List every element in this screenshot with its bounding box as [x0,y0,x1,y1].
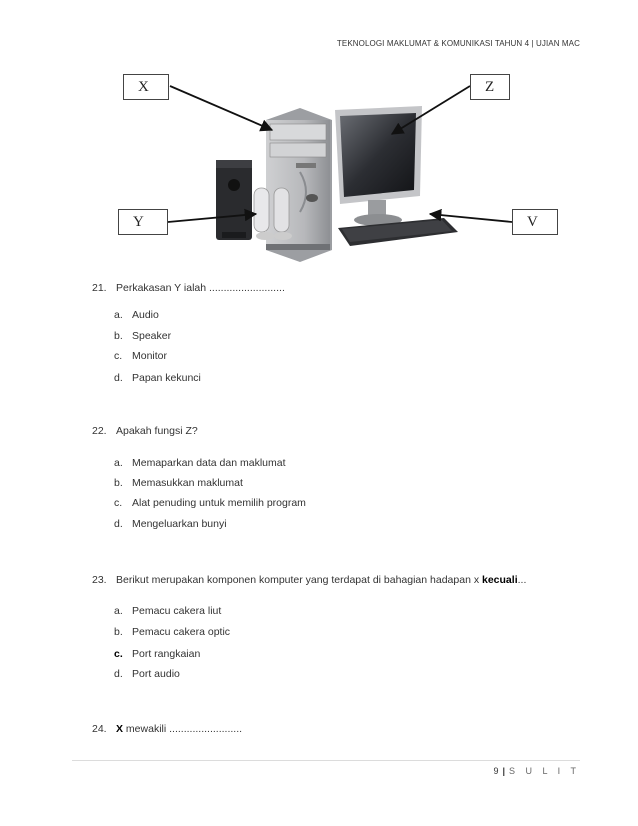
option-21b: b. Speaker [114,330,172,342]
question-24 [92,723,242,735]
question-23: 23. Berikut merupakan komponen komputer yang terdapat di bahagian hadapan x kecuali... [92,574,527,586]
footer-divider [72,760,580,761]
question-22 [92,425,198,437]
option-23c: c. Port rangkaian [114,648,201,660]
option-22c: c. Alat penuding untuk memilih program [114,497,306,509]
option-21c: c. Monitor [114,350,168,362]
option-23a: a. Pemacu cakera liut [114,605,222,617]
footer-label: S U L I T [508,766,580,776]
footer-separator: | [502,766,505,776]
question-text: Berikut merupakan komponen komputer yang terdapat di bahagian hadapan x [116,574,482,586]
label-v: V [512,209,558,235]
label-z: Z [470,74,510,100]
page-footer [493,766,580,776]
question-text: mewakili ......................... [123,723,243,735]
system-unit-tower [266,108,332,262]
label-y: Y [118,209,168,235]
computer-illustration [0,0,638,300]
question-number: 24. [92,723,107,735]
option-23d: d. Port audio [114,668,180,680]
option-21d: d. Papan kekunci [114,372,201,384]
question-text: Perkakasan Y ialah .......................... [116,282,285,294]
page-number: 9 [493,766,499,776]
question-number: 21. [92,282,107,294]
option-21a: a. Audio [114,309,159,321]
page-header: TEKNOLOGI MAKLUMAT & KOMUNIKASI TAHUN 4 | UJIAN MAC [336,39,580,48]
option-23b: b. Pemacu cakera optic [114,626,231,638]
label-x: X [123,74,169,100]
question-number: 23. [92,574,107,586]
question-21 [92,282,285,294]
option-22a: a. Memaparkan data dan maklumat [114,457,286,469]
option-22b: b. Memasukkan maklumat [114,477,243,489]
subwoofer-speaker [216,160,252,240]
question-keyword: X [116,723,124,735]
question-text: Apakah fungsi Z? [116,425,198,437]
question-number: 22. [92,425,107,437]
keyword-kecuali: kecuali [482,574,518,586]
option-22d: d. Mengeluarkan bunyi [114,518,227,530]
